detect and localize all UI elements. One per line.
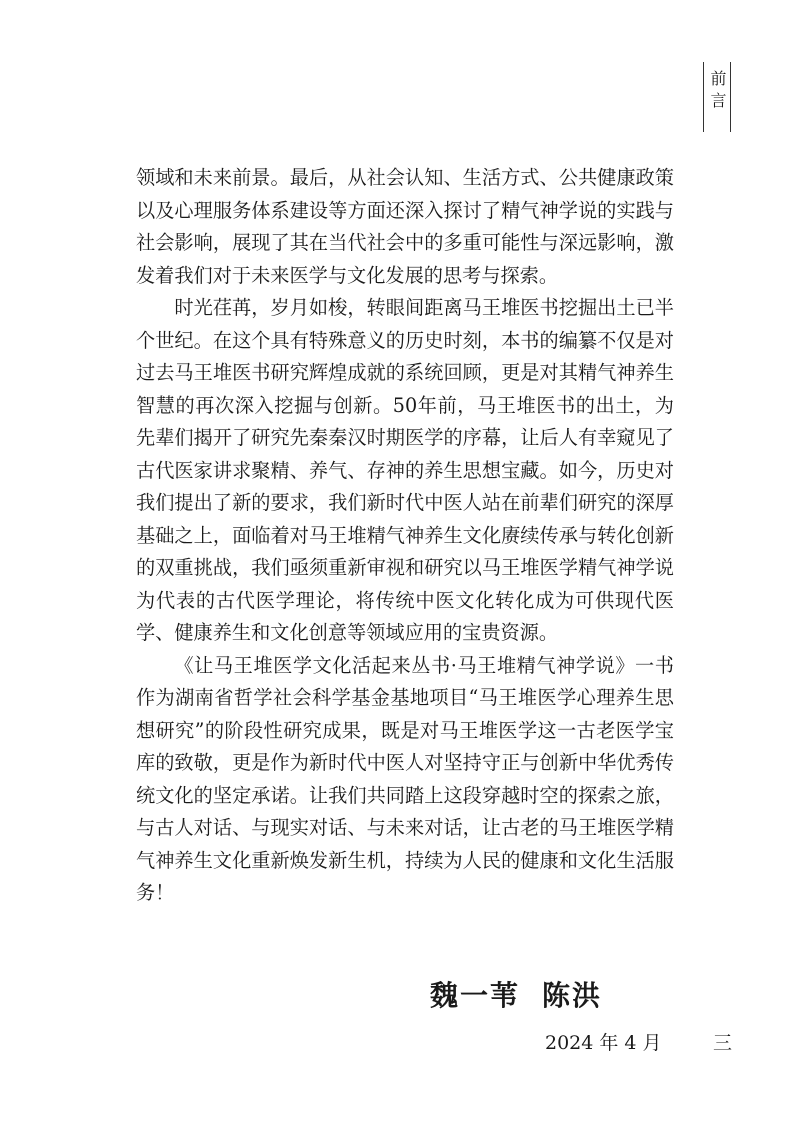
page-number: 三 bbox=[713, 1032, 733, 1054]
body-text bbox=[136, 162, 674, 910]
section-tab bbox=[703, 62, 731, 132]
author-signature bbox=[430, 974, 602, 1014]
paragraph: 《让马王堆医学文化活起来丛书·马王堆精气神学说》一书作为湖南省哲学社会科学基金基地项目“马王堆医学心理养生思想研究”的阶段性研究成果，既是对马王堆医学这一古老医学宝库的致敬，更是作为新时代中医人对坚持守正与创新中华优秀传统文化的坚定承诺。让我们共同踏上这段穿越时空的探索之旅，与古人对话、与现实对话、与未来对话，让古老的马王堆医学精气神养生文化重新焕发新生机，持续为人民的健康和文化生活服务！ bbox=[136, 653, 674, 904]
author-name: 陈洪 bbox=[542, 979, 603, 1012]
paragraph-continuation: 领域和未来前景。最后，从社会认知、生活方式、公共健康政策以及心理服务体系建设等方面还深入探讨了精气神学说的实践与社会影响，展现了其在当代社会中的多重可能性与深远影响，激发着我们对于未来医学与文化发展的思考与探索。 bbox=[136, 166, 674, 287]
section-label: 前言 bbox=[708, 70, 727, 114]
date: 2024 年 4 月 bbox=[545, 1032, 662, 1054]
paragraph: 时光荏苒，岁月如梭，转眼间距离马王堆医书挖掘出土已半个世纪。在这个具有特殊意义的历史时刻，本书的编纂不仅是对过去马王堆医书研究辉煌成就的系统回顾，更是对其精气神养生智慧的再次深入挖掘与创新。50年前，马王堆医书的出土，为先辈们揭开了研究先秦秦汉时期医学的序幕，让后人有幸窥见了古代医家讲求聚精、养气、存神的养生思想宝藏。如今，历史对我们提出了新的要求，我们新时代中医人站在前辈们研究的深厚基础之上，面临着对马王堆精气神养生文化赓续传承与转化创新的双重挑战，我们亟须重新审视和研究以马王堆医学精气神学说为代表的古代医学理论，将传统中医文化转化成为可供现代医学、健康养生和文化创意等领域应用的宝贵资源。 bbox=[136, 296, 674, 644]
author-name: 魏一苇 bbox=[430, 979, 521, 1012]
